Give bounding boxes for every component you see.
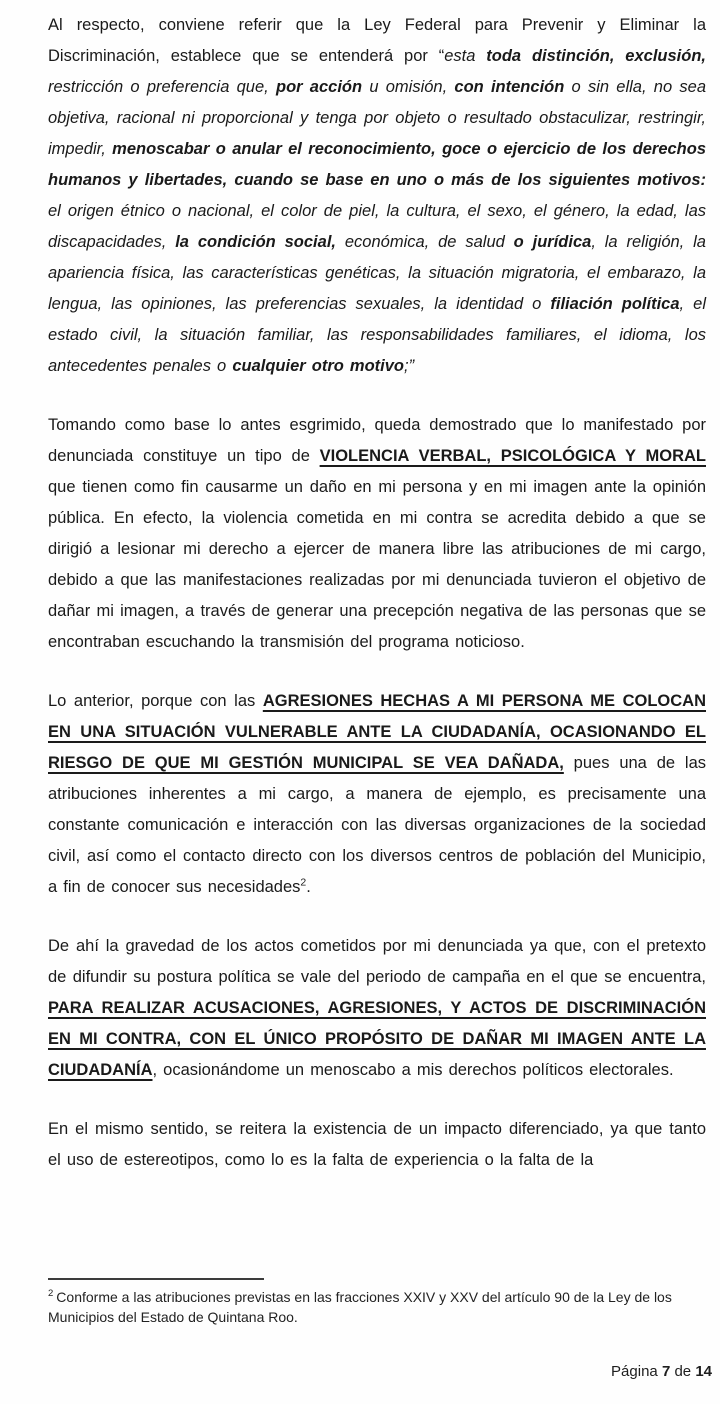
text-run: De ahí la gravedad de los actos cometidos por mi denunciada ya que, con el pretexto de difundir su postura política se vale del periodo de campaña en el que se encuentra,	[48, 937, 706, 986]
text-run: PARA REALIZAR ACUSACIONES, AGRESIONES, Y ACTOS DE DISCRIMINACIÓN EN MI CONTRA, CON EL ÚNICO PROPÓSITO DE DAÑAR MI IMAGEN ANTE LA CIUDADANÍA	[48, 999, 706, 1079]
text-run: 2	[300, 876, 307, 889]
text-run: pues una de las atribuciones inherentes a mi cargo, a manera de ejemplo, es precisamente una constante comunicación e interacción con las diversas organizaciones de la sociedad civil, así como el contacto directo con los diversos centros de población del Municipio, a fin de conocer sus necesidades	[48, 754, 706, 896]
footer-total-pages: 14	[695, 1363, 712, 1380]
text-run: VIOLENCIA VERBAL, PSICOLÓGICA Y MORAL	[319, 447, 706, 465]
text-run: , ocasionándome un menoscabo a mis derechos políticos electorales.	[152, 1061, 674, 1079]
text-run: o sin ella, no sea objetiva, racional ni proporcional y tenga por objeto o resultado obstaculizar, restringir, impedir,	[48, 78, 706, 158]
text-run: ;”	[404, 357, 415, 375]
text-run: esta	[444, 47, 487, 65]
paragraph-gravedad-actos	[48, 931, 706, 1086]
paragraph-agresiones	[48, 686, 706, 903]
text-run: menoscabar o anular el reconocimiento, goce o ejercicio de los derechos humanos y libertades, cuando se base en uno o más de los siguientes motivos:	[48, 140, 707, 189]
text-run: restricción o preferencia que,	[48, 78, 276, 96]
text-run: toda distinción, exclusión,	[486, 47, 706, 65]
text-run: por acción	[275, 78, 363, 96]
text-run: el origen étnico o nacional, el color de piel, la cultura, el sexo, el género, la edad, las discapacidades,	[48, 202, 706, 251]
text-run: AGRESIONES HECHAS A MI PERSONA ME COLOCAN EN UNA SITUACIÓN VULNERABLE ANTE LA CIUDADANÍA, OCASIONANDO EL RIESGO DE QUE MI GESTIÓN MUNICIPAL SE VEA DAÑADA,	[48, 692, 706, 772]
text-run: filiación política	[550, 295, 680, 313]
text-run: Al respecto, conviene referir que la Ley Federal para Prevenir y Eliminar la Discriminación, establece que se entenderá por “	[48, 16, 706, 65]
footnote-text: Conforme a las atribuciones previstas en las fracciones XXIV y XXV del artículo 90 de la Ley de los Municipios del Estado de Quintana Roo.	[48, 1289, 672, 1325]
paragraph-definicion-discriminacion	[48, 10, 706, 382]
text-run: , la religión, la apariencia física, las características genéticas, la situación migratoria, el embarazo, la lengua, las opiniones, las preferencias sexuales, la identidad o	[48, 233, 706, 313]
text-run: con intención	[454, 78, 565, 96]
text-run: la condición social,	[175, 233, 336, 251]
text-run: u omisión,	[362, 78, 455, 96]
footnote	[48, 1287, 706, 1327]
document-body	[48, 10, 706, 1204]
footer-of-label: de	[674, 1363, 692, 1380]
text-run: En el mismo sentido, se reitera la existencia de un impacto diferenciado, ya que tanto el uso de estereotipos, como lo es la falta de experiencia o la falta de la	[48, 1120, 706, 1169]
paragraph-impacto-diferenciado	[48, 1114, 706, 1176]
text-run: .	[306, 878, 311, 896]
text-run: cualquier otro motivo	[232, 357, 404, 375]
footer-page-label: Página	[611, 1363, 658, 1380]
text-run: que tienen como fin causarme un daño en mi persona y en mi imagen ante la opinión pública. En efecto, la violencia cometida en mi contra se acredita debido a que se dirigió a lesionar mi derecho a ejercer de manera libre las atribuciones de mi cargo, debido a que las manifestaciones realizadas por mi denunciada tuvieron el objetivo de dañar mi imagen, a través de generar una precepción negativa de las personas que se encontraban escuchando la transmisión del programa noticioso.	[48, 478, 706, 651]
text-run: , el estado civil, la situación familiar, las responsabilidades familiares, el idioma, los antecedentes penales o	[48, 295, 706, 375]
footnote-marker: 2	[48, 1288, 54, 1300]
footnote-area	[48, 1278, 706, 1327]
paragraph-violencia-verbal	[48, 410, 706, 658]
page-footer	[611, 1363, 712, 1380]
text-run: económica, de salud	[336, 233, 514, 251]
text-run: Tomando como base lo antes esgrimido, queda demostrado que lo manifestado por denunciada constituye un tipo de	[48, 416, 706, 465]
footer-page-number: 7	[661, 1363, 671, 1380]
text-run: o jurídica	[513, 233, 592, 251]
text-run: Lo anterior, porque con las	[48, 692, 263, 710]
footnote-divider	[48, 1278, 264, 1280]
